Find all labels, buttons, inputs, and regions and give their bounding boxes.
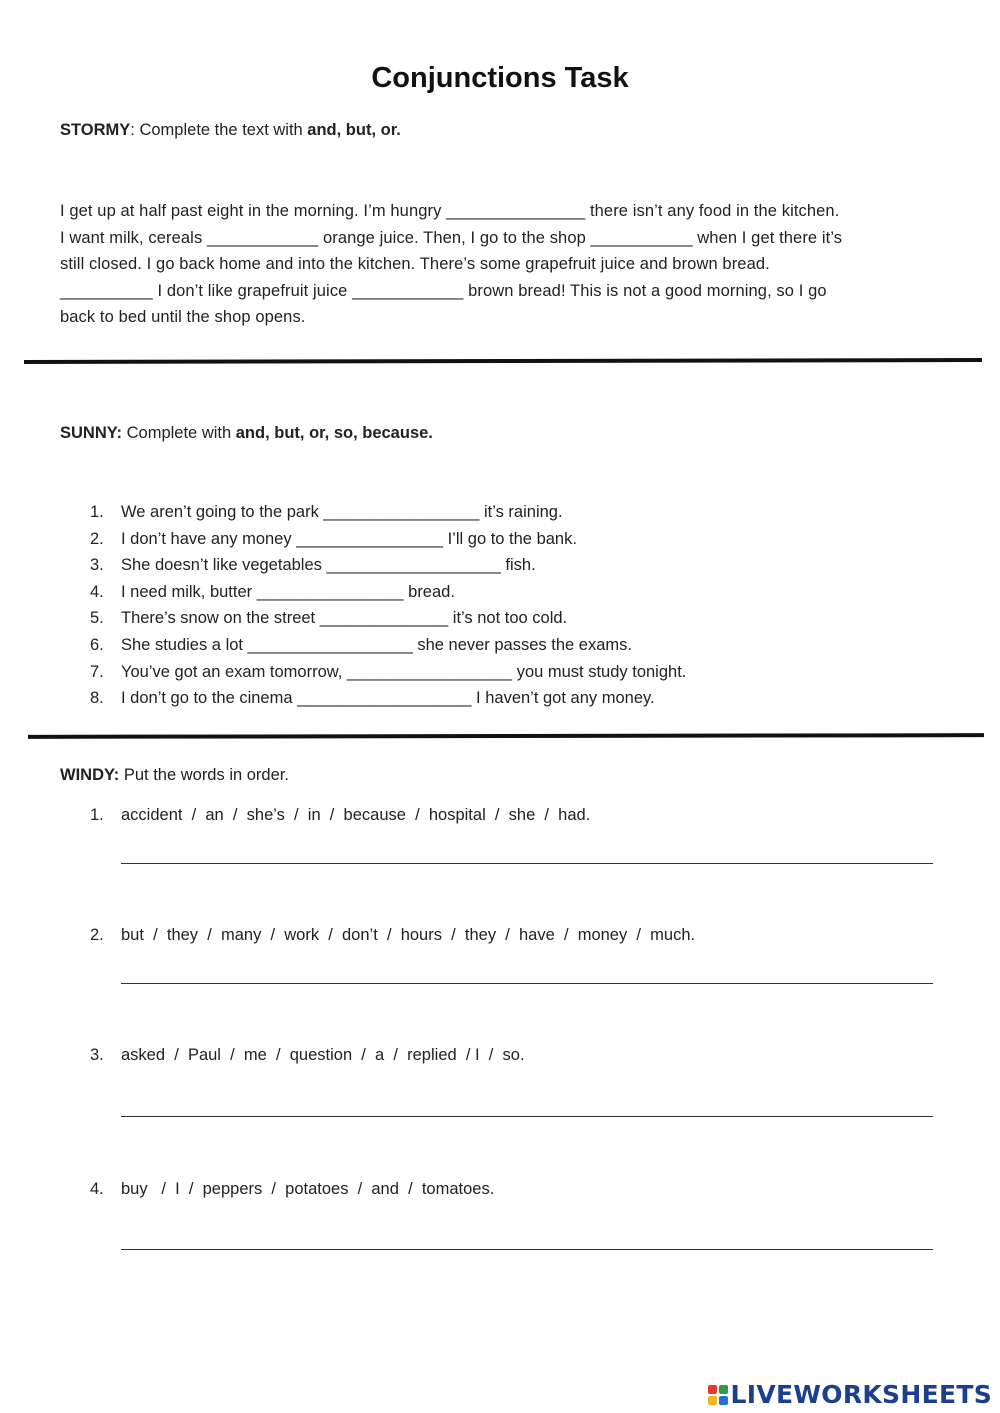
item-number: 4. [90, 582, 104, 601]
list-item [90, 806, 590, 825]
list-item [90, 552, 686, 579]
windy-instruction: Put the words in order. [119, 766, 289, 784]
logo-square [719, 1385, 728, 1394]
item-number: 3. [90, 1046, 104, 1064]
item-number: 1. [90, 806, 104, 824]
paragraph-line: __________ I don’t like grapefruit juice ____________ brown bread! This is not a good morning, so I go [60, 281, 827, 300]
item-text: buy / I / peppers / potatoes / and / tomatoes. [121, 1180, 495, 1198]
item-text: asked / Paul / me / question / a / replied / I / so. [121, 1046, 525, 1064]
section-divider [24, 358, 982, 364]
sunny-instruction: Complete with [122, 424, 236, 442]
item-number: 3. [90, 556, 104, 575]
item-number: 2. [90, 926, 104, 944]
item-text: We aren’t going to the park _________________ it’s raining. [121, 503, 563, 521]
paragraph-line: still closed. I go back home and into the kitchen. There’s some grapefruit juice and brown bread. [60, 255, 770, 273]
item-number: 1. [90, 503, 104, 521]
list-item [90, 579, 686, 606]
item-number: 5. [90, 609, 104, 628]
windy-label: WINDY: [60, 766, 120, 784]
sunny-list [90, 499, 686, 712]
sunny-heading [60, 424, 433, 443]
stormy-heading [60, 121, 401, 140]
logo-square [708, 1385, 717, 1394]
paragraph-line: back to bed until the shop opens. [60, 308, 306, 326]
logo-square [719, 1396, 728, 1405]
item-number: 6. [90, 635, 104, 654]
stormy-word-bank: and, but, or. [307, 121, 401, 139]
paragraph-line: I get up at half past eight in the morning. I’m hungry _______________ there isn’t any food in the kitchen. [60, 202, 840, 220]
paragraph-line: I want milk, cereals ____________ orange juice. Then, I go to the shop ___________ when I get there it’s [60, 228, 843, 247]
item-number: 4. [90, 1180, 104, 1198]
liveworksheets-logo [708, 1380, 992, 1409]
item-text: I don’t go to the cinema ___________________ I haven’t got any money. [121, 689, 655, 708]
logo-square [708, 1396, 717, 1405]
page-title: Conjunctions Task [371, 62, 629, 94]
list-item [90, 499, 686, 526]
section-divider [28, 733, 984, 739]
item-text: but / they / many / work / don’t / hours / they / have / money / much. [121, 926, 696, 944]
item-text: I need milk, butter ________________ bread. [121, 582, 455, 601]
answer-line[interactable] [121, 863, 933, 864]
list-item [90, 1180, 494, 1199]
windy-heading [60, 766, 289, 785]
item-text: She doesn’t like vegetables ___________________ fish. [121, 556, 536, 575]
answer-line[interactable] [121, 1249, 933, 1250]
list-item [90, 526, 686, 553]
sunny-word-bank: and, but, or, so, because. [235, 424, 433, 442]
list-item [90, 605, 686, 632]
item-number: 8. [90, 689, 104, 708]
answer-line[interactable] [121, 1116, 933, 1117]
item-number: 2. [90, 529, 104, 548]
list-item [90, 659, 686, 686]
list-item [90, 1046, 525, 1065]
brand-name: LIVEWORKSHEETS [730, 1380, 992, 1409]
item-text: I don’t have any money ________________ I’ll go to the bank. [121, 529, 577, 548]
item-number: 7. [90, 662, 104, 681]
item-text: accident / an / she’s / in / because / hospital / she / had. [121, 806, 591, 824]
item-text: There’s snow on the street ______________ it’s not too cold. [121, 609, 568, 628]
item-text: She studies a lot __________________ she never passes the exams. [121, 635, 632, 654]
stormy-label: STORMY [60, 121, 131, 139]
item-text: You’ve got an exam tomorrow, __________________ you must study tonight. [121, 662, 687, 681]
logo-grid-icon [708, 1385, 728, 1405]
sunny-label: SUNNY: [60, 424, 123, 442]
list-item [90, 926, 695, 945]
answer-line[interactable] [121, 983, 933, 984]
stormy-paragraph [60, 198, 950, 331]
list-item [90, 632, 686, 659]
stormy-instruction: : Complete the text with [130, 121, 308, 139]
list-item [90, 685, 686, 712]
